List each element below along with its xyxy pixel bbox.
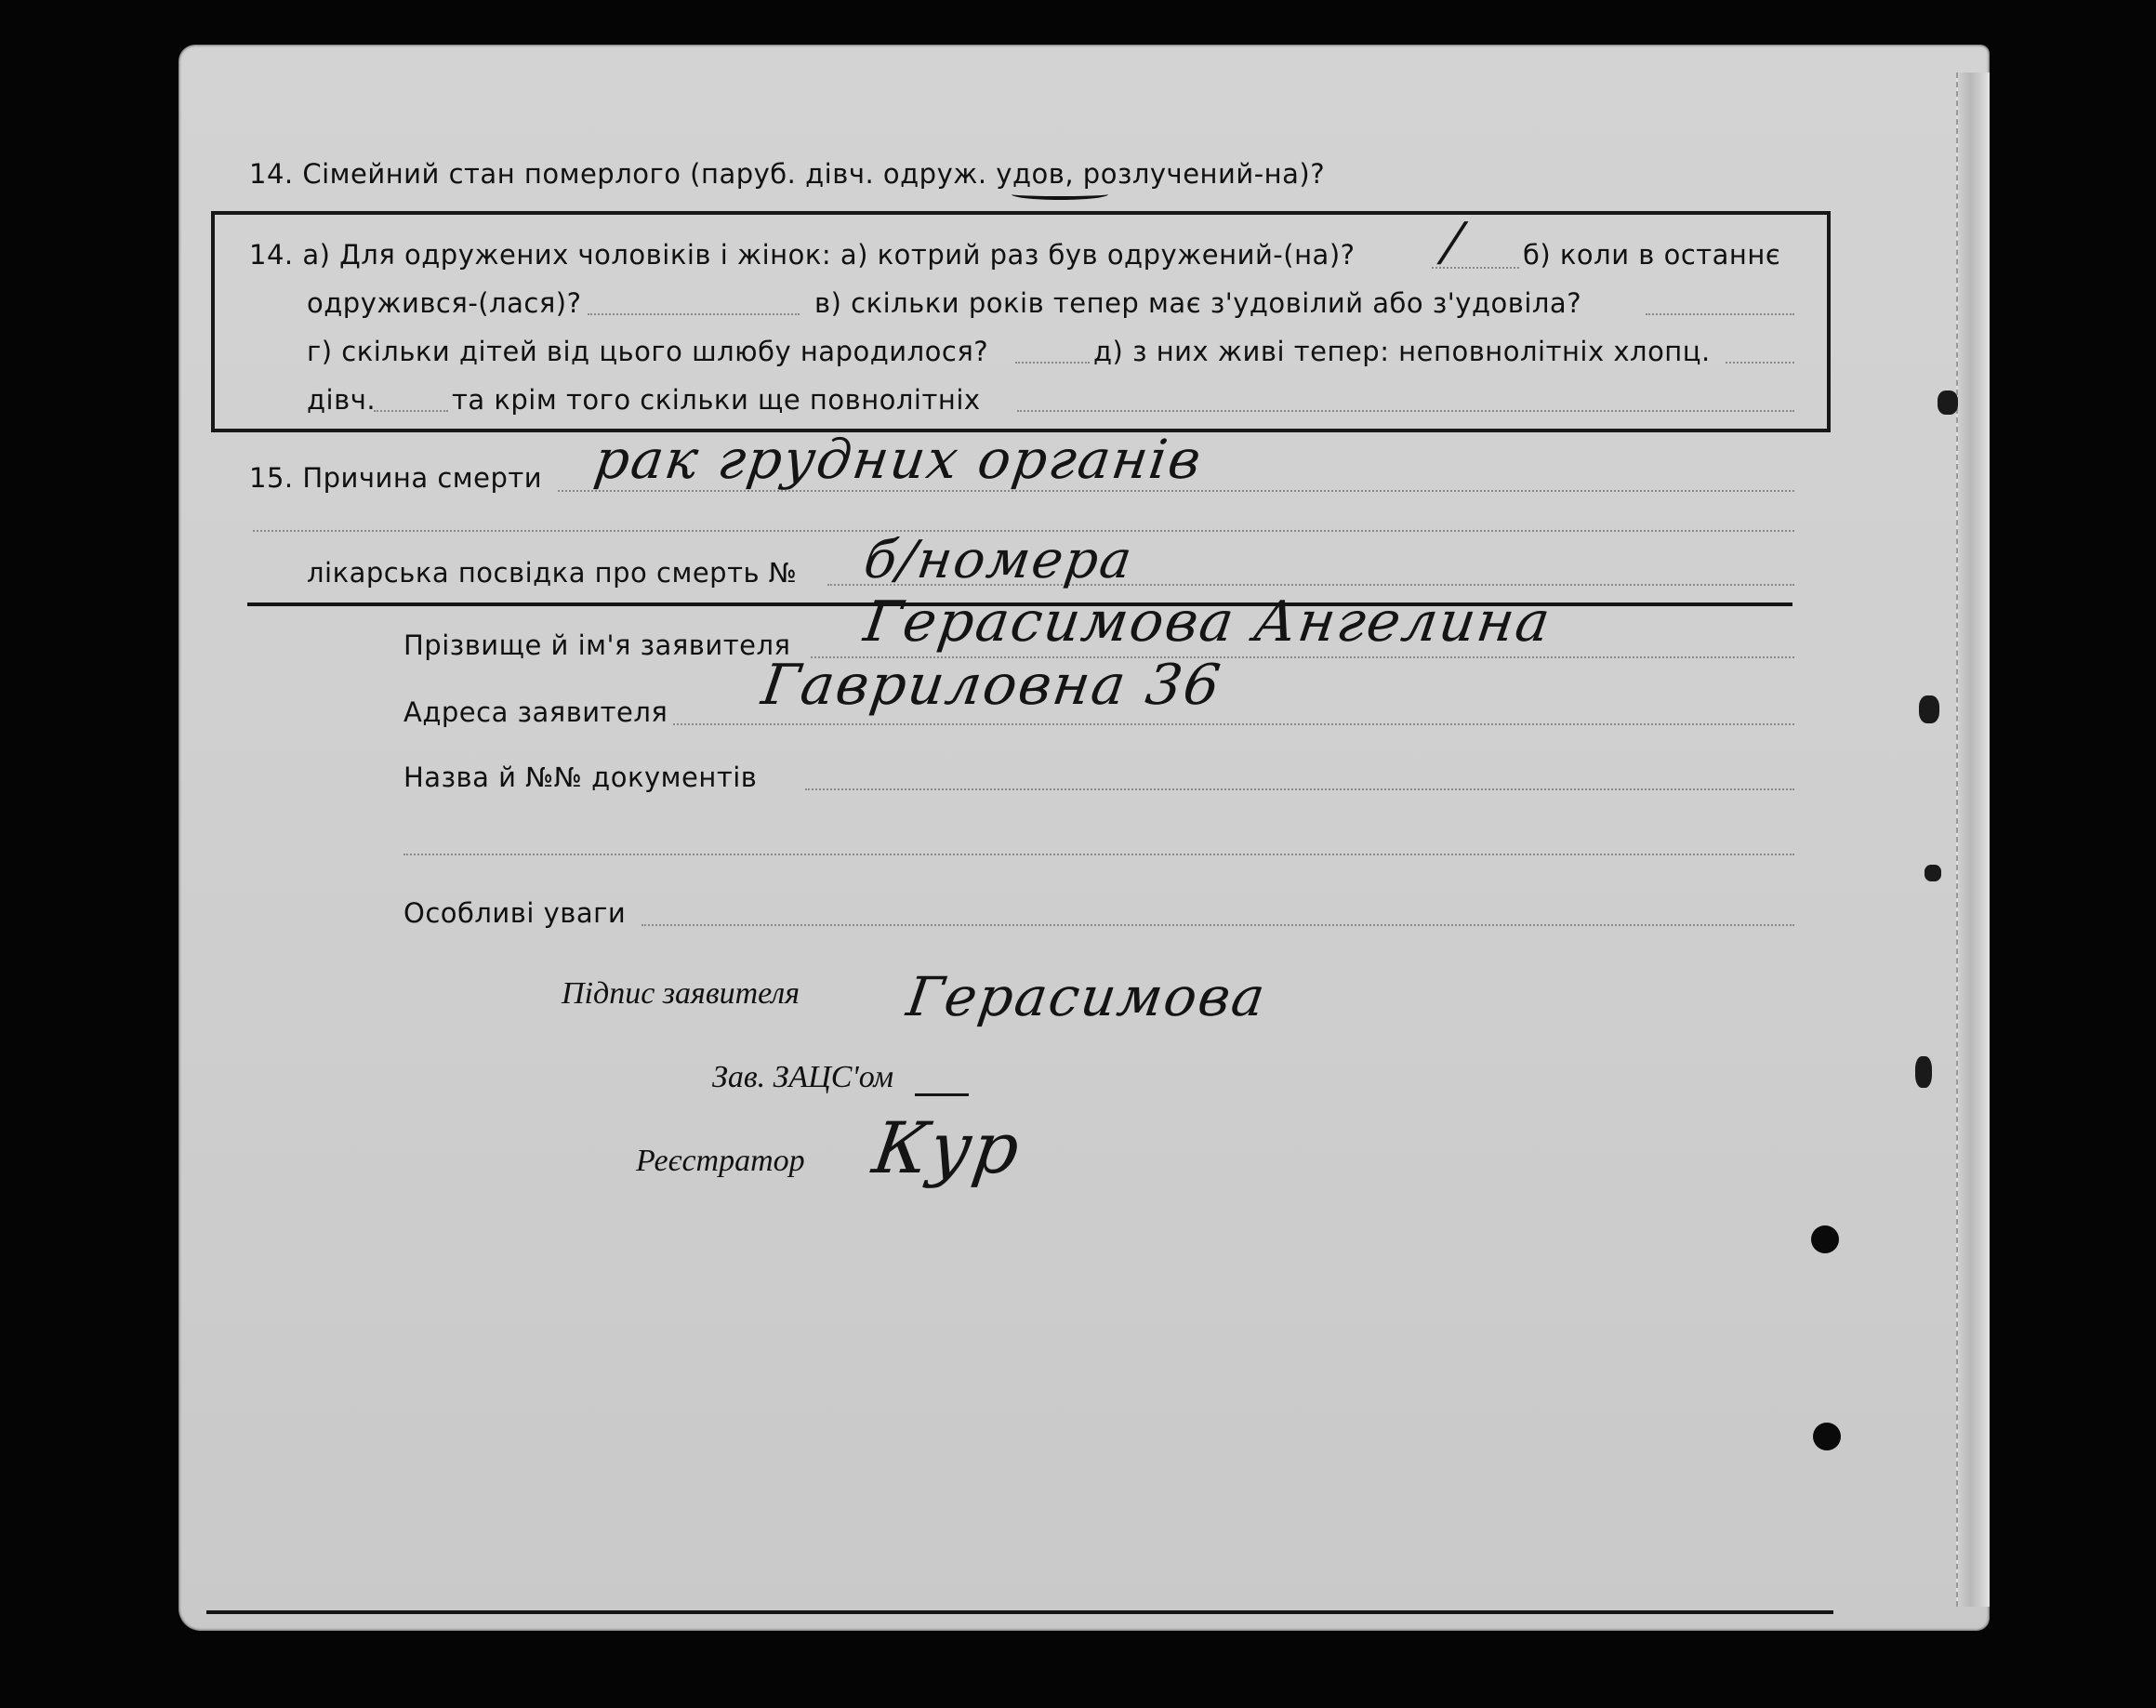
applicant-signature-value: Герасимова bbox=[903, 965, 1271, 1028]
zags-head-label: Зав. ЗАЦС'ом bbox=[712, 1060, 894, 1094]
widowed-years-dots bbox=[1646, 313, 1794, 315]
minor-girls-dots bbox=[374, 410, 448, 412]
question-14a-line2a: одружився-(лася)? bbox=[307, 287, 582, 319]
cause-value: рак грудних органів bbox=[590, 428, 1207, 491]
paper-torn-edge bbox=[1956, 73, 1990, 1607]
certificate-value: б/номера bbox=[860, 530, 1138, 590]
applicant-name-value: Герасимова Ангелина bbox=[860, 589, 1556, 655]
question-14a-line4a: дівч. bbox=[307, 384, 377, 416]
bottom-rule bbox=[206, 1610, 1833, 1614]
question-14a-line1: 14. а) Для одружених чоловіків і жінок: а) котрий раз був одружений-(на)? bbox=[249, 239, 1356, 271]
registrar-label: Реєстратор bbox=[636, 1144, 805, 1178]
children-dots bbox=[1015, 362, 1090, 364]
marriage-count-value: / bbox=[1439, 212, 1468, 272]
applicant-signature-label: Підпис заявителя bbox=[562, 976, 800, 1011]
applicant-address-dots bbox=[673, 723, 1794, 725]
remarks-dots bbox=[642, 924, 1794, 926]
question-14-marital-status: 14. Сімейний стан померлого (паруб. дівч. одруж. удов, розлучений-на)? bbox=[249, 158, 1326, 190]
applicant-address-value: Гавриловна 36 bbox=[758, 653, 1226, 718]
binding-hole-1 bbox=[1811, 1225, 1839, 1253]
question-14a-line2b: в) скільки років тепер має з'удовілий або з'удовіла? bbox=[814, 287, 1582, 319]
question-15-cause-of-death: 15. Причина смерти bbox=[249, 462, 543, 494]
documents-dots bbox=[805, 788, 1794, 790]
question-14a-line3a: г) скільки дітей від цього шлюбу народилося? bbox=[307, 336, 989, 367]
paper-blemish-4 bbox=[1938, 391, 1958, 415]
adults-dots bbox=[1017, 410, 1794, 412]
remarried-dots bbox=[588, 313, 800, 315]
certificate-label: лікарська посвідка про смерть № bbox=[307, 557, 798, 589]
applicant-address-label: Адреса заявителя bbox=[403, 696, 668, 728]
question-14a-line1b: б) коли в останнє bbox=[1523, 239, 1781, 271]
udov-underline bbox=[1012, 189, 1108, 200]
question-14a-line3b: д) з них живі тепер: неповнолітніх хлопц. bbox=[1093, 336, 1711, 367]
question-14a-line4b: та крім того скільки ще повнолітніх bbox=[452, 384, 981, 416]
applicant-name-label: Прізвище й ім'я заявителя bbox=[403, 629, 791, 661]
paper-blemish-1 bbox=[1919, 695, 1939, 723]
paper-blemish-2 bbox=[1915, 1056, 1932, 1088]
documents-label: Назва й №№ документів bbox=[403, 761, 758, 793]
registrar-signature: Кур bbox=[867, 1106, 1026, 1189]
zags-head-underline bbox=[915, 1093, 969, 1096]
remarks-label: Особливі уваги bbox=[403, 897, 627, 929]
documents-dots-2 bbox=[403, 854, 1794, 855]
paper-blemish-3 bbox=[1925, 865, 1941, 881]
binding-hole-2 bbox=[1813, 1423, 1841, 1450]
minor-boys-dots bbox=[1726, 362, 1794, 364]
